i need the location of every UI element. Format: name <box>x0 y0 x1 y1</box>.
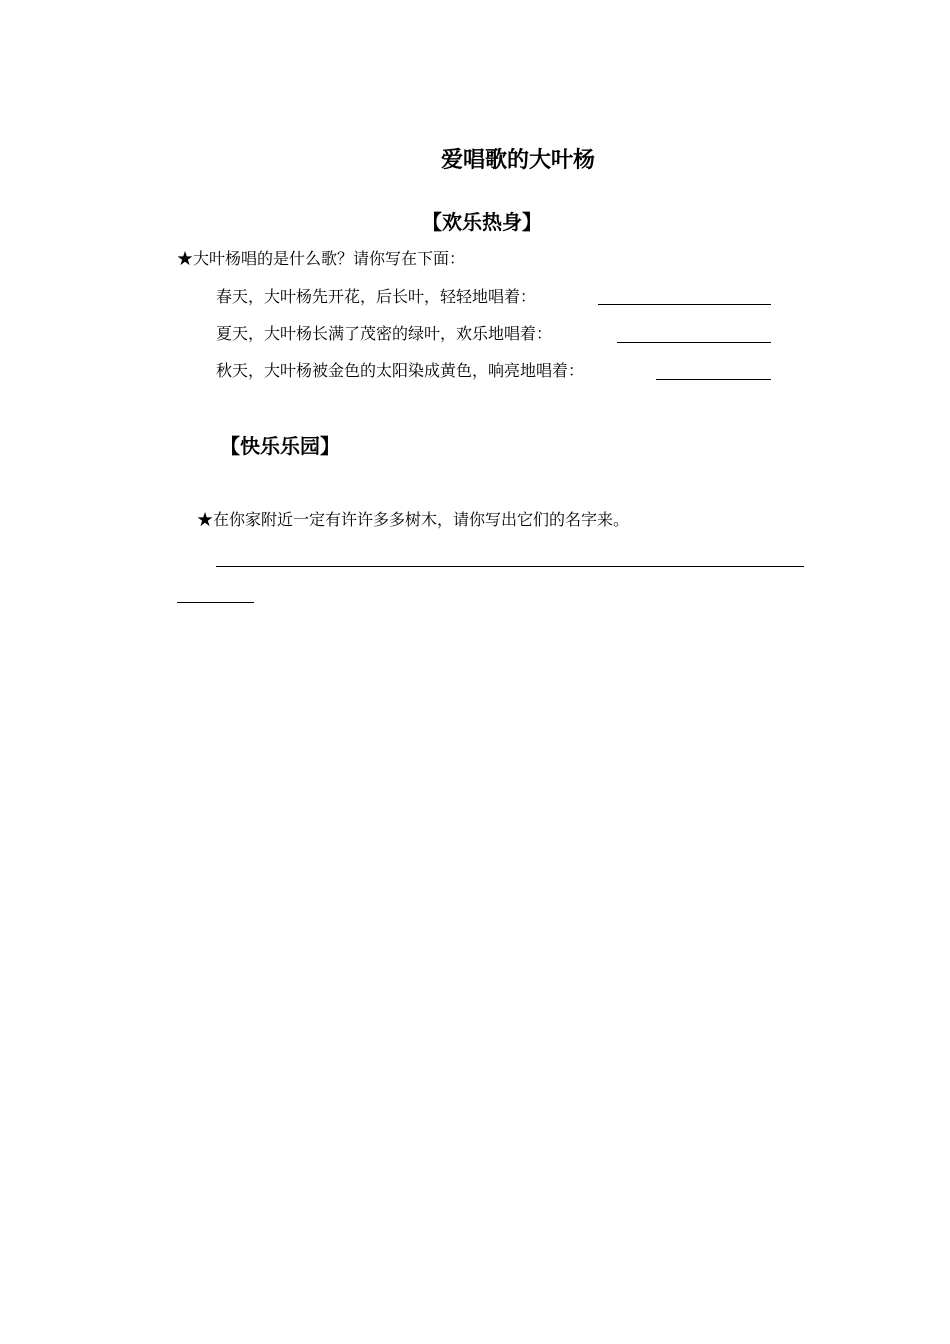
spring-prompt: 春天，大叶杨先开花，后长叶，轻轻地唱着： <box>216 287 537 306</box>
garden-answer-blank-line-2[interactable] <box>177 602 254 603</box>
summer-answer-blank[interactable] <box>617 342 771 343</box>
garden-answer-blank-line-1[interactable] <box>216 566 804 567</box>
autumn-answer-blank[interactable] <box>656 379 771 380</box>
page-title: 爱唱歌的大叶杨 <box>440 148 595 173</box>
spring-answer-blank[interactable] <box>598 304 771 305</box>
garden-question: ★在你家附近一定有许许多多树木，请你写出它们的名字来。 <box>197 510 630 529</box>
summer-prompt: 夏天，大叶杨长满了茂密的绿叶，欢乐地唱着： <box>216 324 553 343</box>
section-heading-garden: 【快乐乐园】 <box>220 434 340 458</box>
autumn-prompt: 秋天，大叶杨被金色的太阳染成黄色，响亮地唱着： <box>216 361 585 380</box>
section-heading-warmup: 【欢乐热身】 <box>422 210 542 234</box>
warmup-question: ★大叶杨唱的是什么歌？请你写在下面： <box>177 249 466 268</box>
